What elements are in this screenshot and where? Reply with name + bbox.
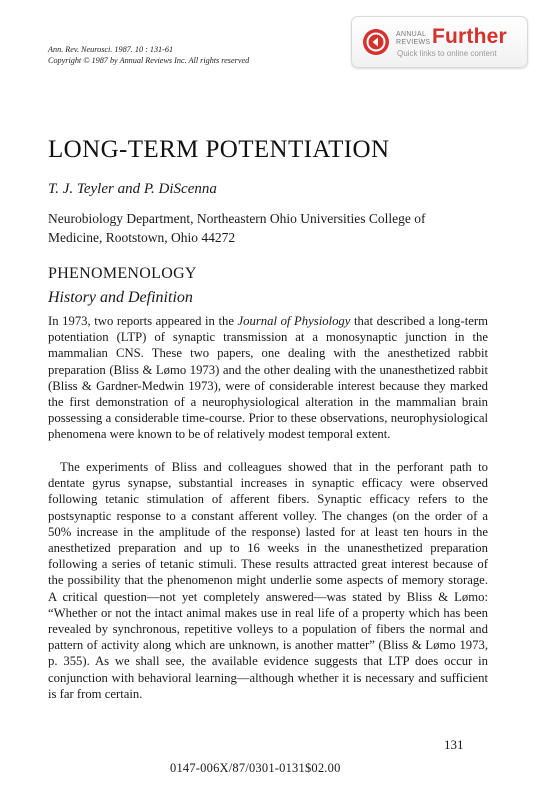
journal-header: [48, 44, 249, 66]
reviews-label: REVIEWS: [396, 38, 431, 46]
annual-reviews-logo: [396, 31, 430, 46]
further-word: Further: [432, 25, 507, 48]
annual-label: ANNUAL: [396, 31, 427, 38]
body-paragraph-1: [48, 313, 488, 443]
article-code: 0147-006X/87/0301-0131$02.00: [170, 761, 341, 775]
page-number: 131: [444, 737, 464, 752]
paragraph-1-after: that described a long-term potentiation (LTP) of synaptic transmission at a monosynaptic junction in the mammalian CNS. These two papers, one dealing with the anesthetized rabbit preparation (Bliss & Lømo 1973) and the other dealing with the unanesthetized rabbit (Bliss & Gardner-Medwin 1973), were of considerable interest because they marked the first demonstration of a neurophysiological alteration in the mammalian brain possessing a considerable time-course. Prior to these observations, neurophysiological phenomena were known to be of relatively modest temporal extent.: [48, 314, 488, 442]
journal-name: Journal of Physiology: [237, 314, 351, 328]
further-links-badge[interactable]: [351, 16, 528, 68]
journal-citation: Ann. Rev. Neurosci. 1987. 10 : 131-61: [48, 45, 174, 54]
article-title: LONG-TERM POTENTIATION: [48, 136, 390, 163]
arrow-circle-icon: [363, 29, 389, 55]
body-paragraph-2: The experiments of Bliss and colleagues showed that in the perforant path to dentate gyrus synapse, substantial increases in synaptic efficacy were observed following tetanic stimulation of afferent fibers. Synaptic efficacy refers to the postsynaptic response to a constant afferent volley. The changes (on the order of a 50% increase in the amplitude of the response) lasted for at least ten hours in the anesthetized preparation and up to 16 weeks in the unanesthetized preparation following a series of tetanic stimuli. These results attracted great interest because of the possibility that the phenomenon might underlie some aspects of memory storage. A critical question—not yet completely answered—was stated by Bliss & Lømo: “Whether or not the intact animal makes use in real life of a property which has been revealed by synchronous, repetitive volleys to a population of fibers the normal and pattern of activity along which are unknown, is another matter” (Bliss & Lømo 1973, p. 355). As we shall see, the available evidence suggests that LTP does occur in conjunction with behavioral learning—although whether it is necessary and sufficient is far from certain.: [48, 460, 488, 701]
copyright-notice: Copyright © 1987 by Annual Reviews Inc. All rights reserved: [48, 56, 250, 65]
author-affiliation: Neurobiology Department, Northeastern Ohio Universities College of Medicine, Rootstown, Ohio 44272: [48, 211, 426, 245]
further-subtitle: Quick links to online content: [397, 49, 497, 58]
section-heading: PHENOMENOLOGY: [48, 265, 197, 282]
article-authors: T. J. Teyler and P. DiScenna: [48, 181, 217, 197]
subsection-heading: History and Definition: [48, 289, 193, 306]
paragraph-1-before: In 1973, two reports appeared in the: [48, 314, 238, 328]
